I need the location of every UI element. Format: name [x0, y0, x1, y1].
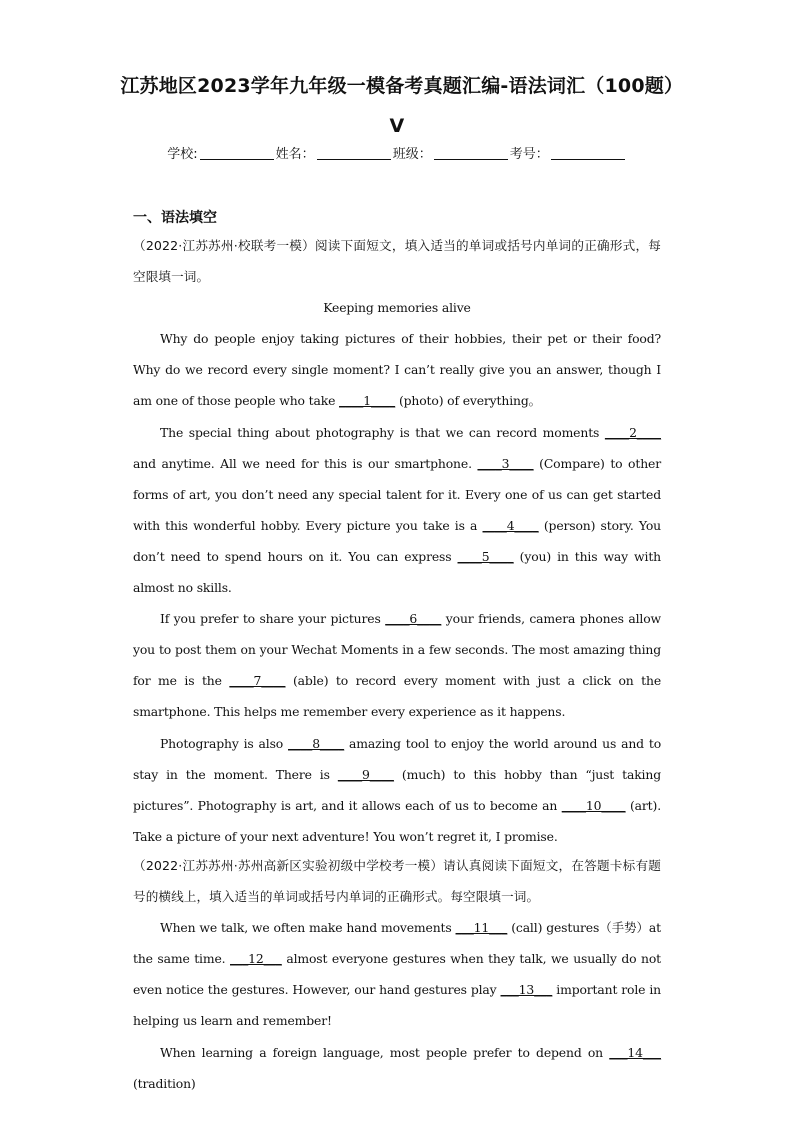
passage-1: [133, 230, 661, 852]
school-label: 学校:: [167, 147, 198, 162]
class-blank[interactable]: [434, 147, 508, 160]
paragraph: When we talk, we often make hand movements ___11___ (call) gestures（手势）at the same time. ___12___ almost everyone gestures when they talk, we usually do not even notice the gestures. However, our hand gestures play ___13___ important role in helping us learn and remember!: [133, 920, 662, 1029]
answer-blank-7[interactable]: ____7____: [229, 673, 286, 689]
answer-blank-12[interactable]: ___12___: [230, 951, 282, 967]
passage-2-instruction: （2022·江苏苏州·苏州高新区实验初级中学校考一模）请认真阅读下面短文，在答题卡标有题号的横线上，填入适当的单词或括号内单词的正确形式。每空限填一词。: [133, 858, 661, 905]
paragraph: The special thing about photography is that we can record moments ____2____ and anytime. All we need for this is our smartphone. ____3____ (Compare) to other forms of art, you don’t need any special talent for it. Every one of us can get started with this wonderful hobby. Every picture you take is a ____4____ (person) story. You don’t need to spend hours on it. You can express ____5____ (you) in this way with almost no skills.: [133, 424, 661, 596]
answer-blank-10[interactable]: ____10____: [561, 797, 626, 813]
student-info-line: [0, 143, 794, 162]
section-heading: 一、语法填空: [133, 210, 217, 226]
passage-1-title: Keeping memories alive: [323, 300, 471, 316]
passage-2: [133, 850, 661, 1099]
answer-blank-8[interactable]: ____8____: [288, 735, 345, 751]
answer-blank-4[interactable]: ____4____: [482, 517, 539, 533]
answer-blank-1[interactable]: ____1____: [339, 393, 396, 409]
answer-blank-3[interactable]: ____3____: [477, 455, 534, 471]
answer-blank-2[interactable]: ____2____: [604, 424, 661, 440]
exam-number-label: 考号：: [509, 147, 549, 162]
answer-blank-14[interactable]: ___14___: [609, 1044, 661, 1060]
paragraph: If you prefer to share your pictures ____6____ your friends, camera phones allow you to post them on your Wechat Moments in a few seconds. The most amazing thing for me is the ____7____ (able) to record every moment with just a click on the smartphone. This helps me remember every experience as it happens.: [133, 611, 662, 720]
paragraph: When learning a foreign language, most people prefer to depend on ___14___ (tradition): [133, 1044, 661, 1091]
name-blank[interactable]: [317, 147, 391, 160]
answer-blank-11[interactable]: ___11___: [455, 920, 508, 936]
paragraph: Photography is also ____8____ amazing tool to enjoy the world around us and to stay in the moment. There is ____9____ (much) to this hobby than “just taking pictures”. Photography is art, and it allows each of us to become an ____10____ (art). Take a picture of your next adventure! You won’t regret it, I promise.: [133, 735, 661, 844]
document-title: 江苏地区2023学年九年级一模备考真题汇编-语法词汇（100题）Ⅴ: [120, 75, 674, 137]
answer-blank-9[interactable]: ____9____: [337, 766, 394, 782]
school-blank[interactable]: [200, 147, 274, 160]
name-label: 姓名：: [275, 147, 315, 162]
answer-blank-5[interactable]: ____5____: [457, 548, 514, 564]
passage-1-instruction: （2022·江苏苏州·校联考一模）阅读下面短文，填入适当的单词或括号内单词的正确形式，每空限填一词。: [133, 238, 661, 285]
exam-number-blank[interactable]: [551, 147, 625, 160]
answer-blank-6[interactable]: ____6____: [385, 611, 442, 627]
class-label: 班级：: [392, 147, 432, 162]
answer-blank-13[interactable]: ___13___: [500, 982, 553, 998]
paragraph: Why do people enjoy taking pictures of their hobbies, their pet or their food? Why do we record every single moment? I can’t really give you an answer, though I am one of those people who take ____1____ (photo) of everything。: [133, 331, 661, 409]
